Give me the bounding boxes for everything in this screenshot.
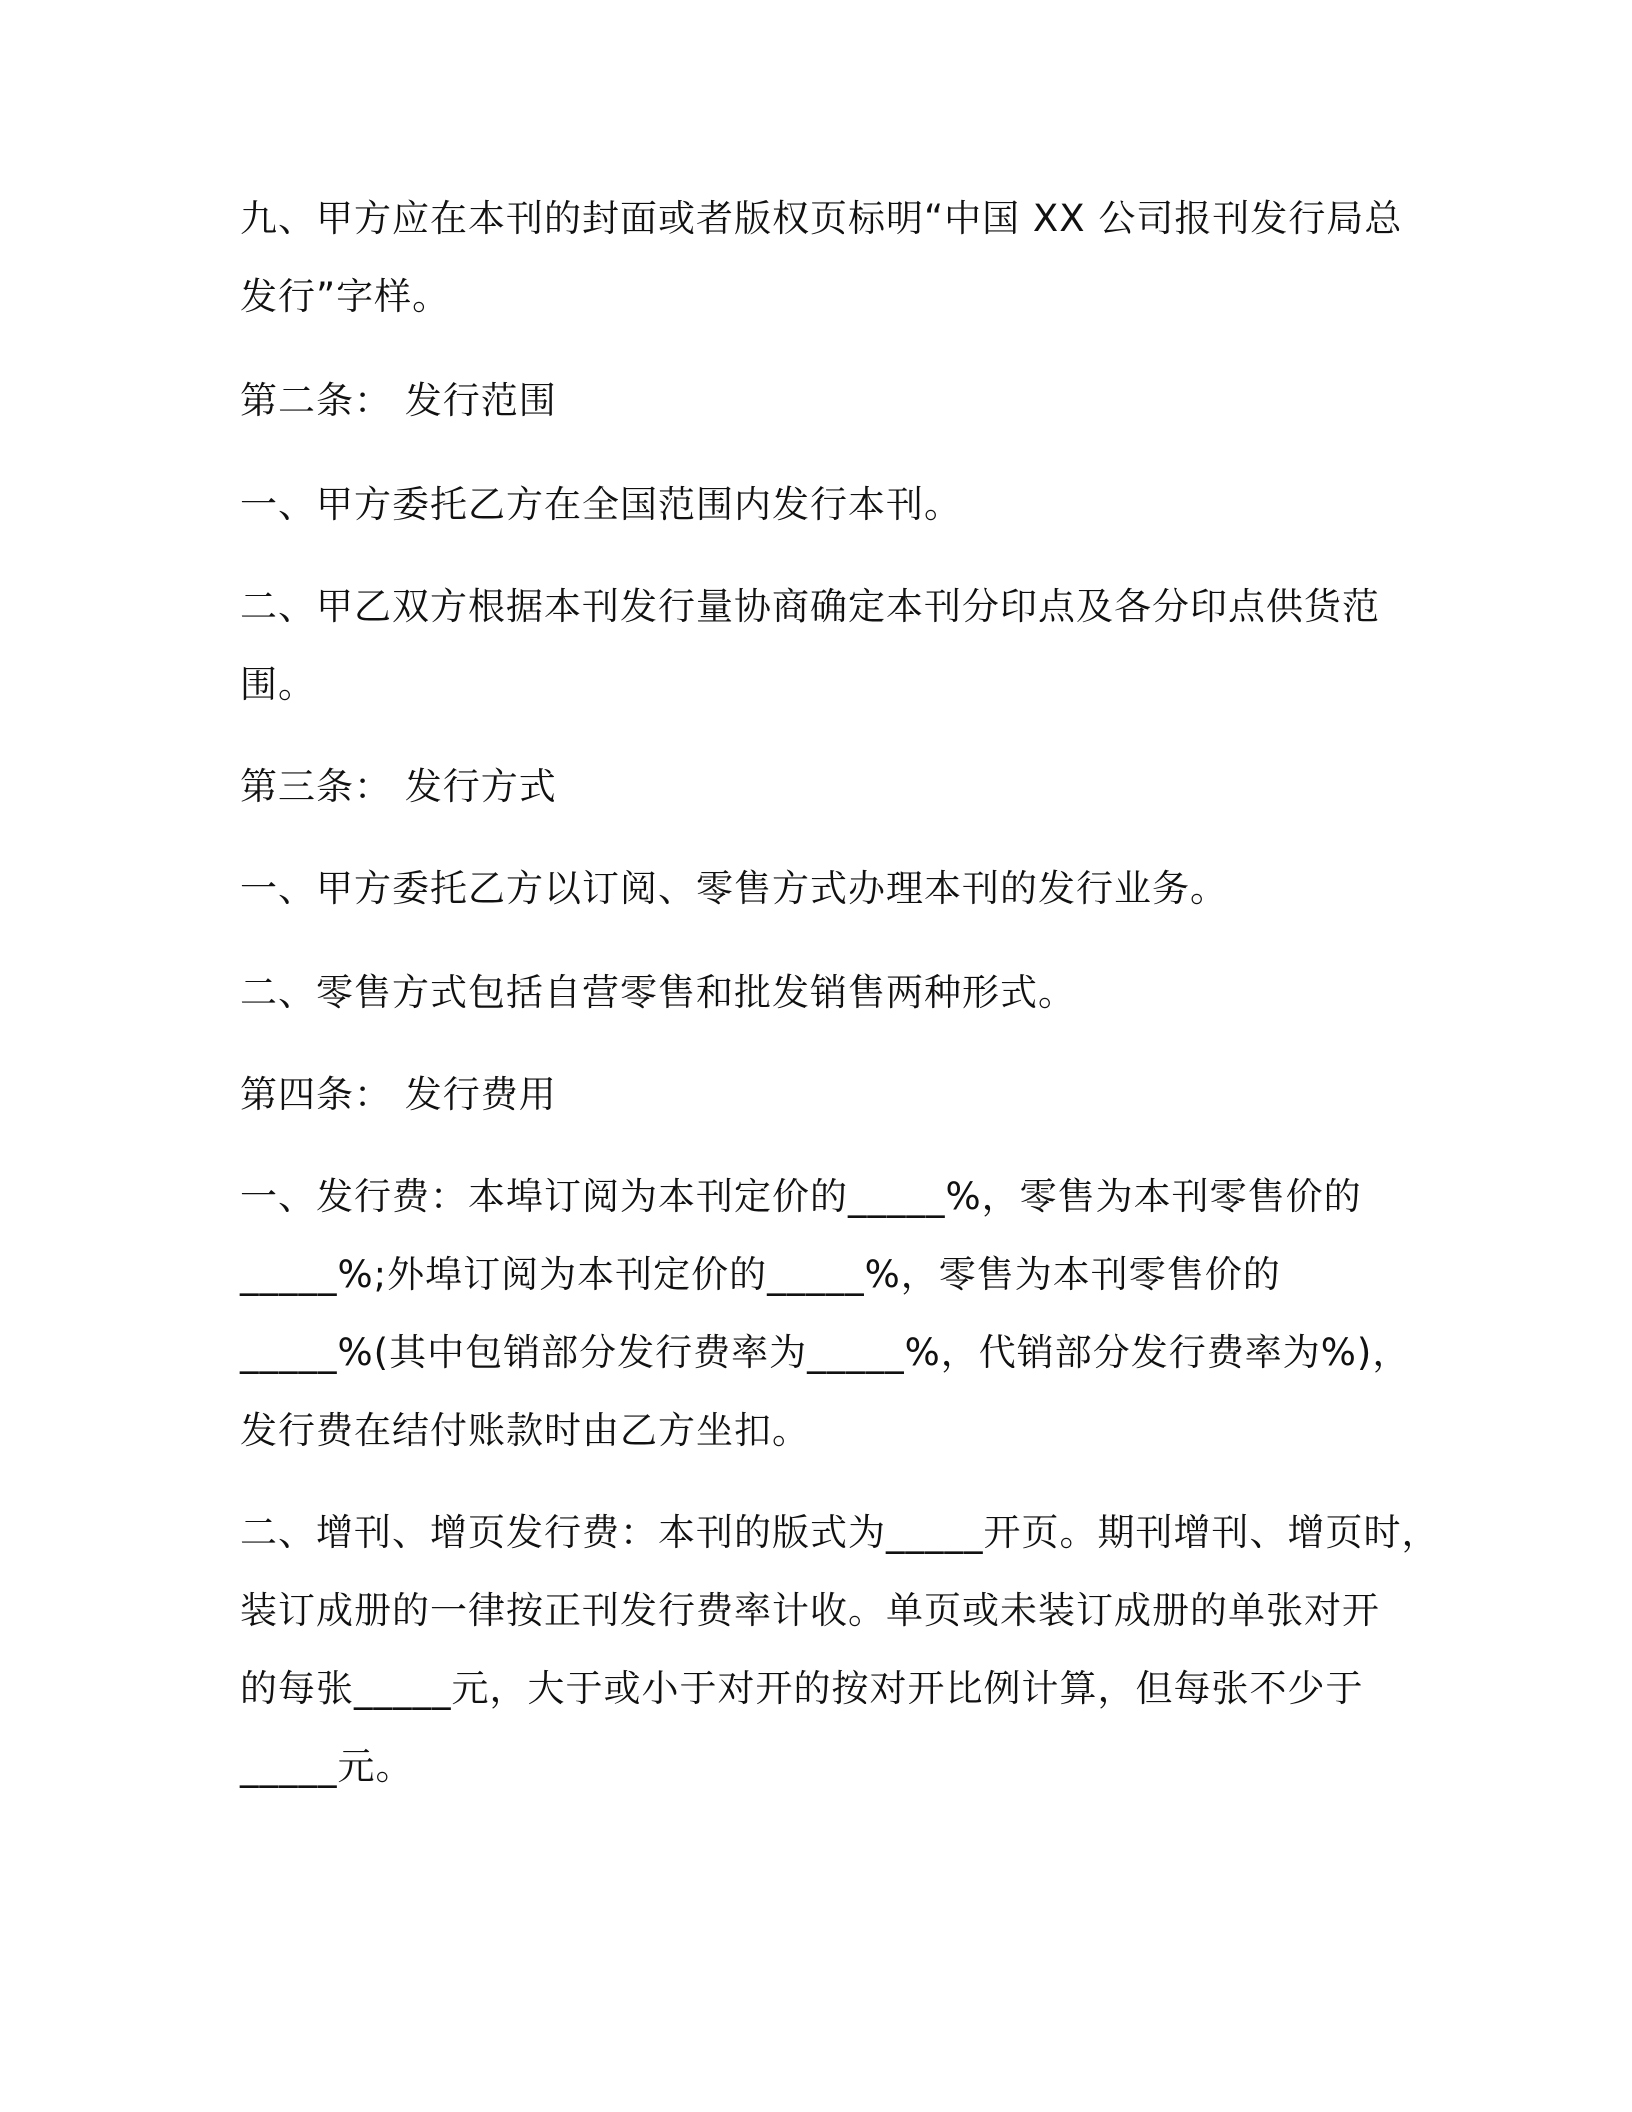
text-line: _____%;外埠订阅为本刊定价的_____%，零售为本刊零售价的	[240, 1253, 1281, 1296]
heading-text: 第二条： 发行范围	[240, 379, 557, 422]
text-line: 一、甲方委托乙方在全国范围内发行本刊。	[240, 483, 962, 526]
article-4-item-2	[240, 1494, 1440, 1806]
text-line: 二、甲乙双方根据本刊发行量协商确定本刊分印点及各分印点供货范	[240, 585, 1380, 628]
text-line: 一、发行费：本埠订阅为本刊定价的_____%，零售为本刊零售价的	[240, 1175, 1362, 1218]
text-line: 装订成册的一律按正刊发行费率计收。单页或未装订成册的单张对开	[240, 1589, 1380, 1632]
text-line: 发行”字样。	[240, 275, 451, 318]
article-2-item-1	[240, 466, 1420, 544]
text-line: 发行费在结付账款时由乙方坐扣。	[240, 1409, 810, 1452]
text-line: _____%(其中包销部分发行费率为_____%，代销部分发行费率为%)，	[240, 1331, 1411, 1374]
text-line: _____元。	[240, 1745, 414, 1788]
article-2-heading	[240, 362, 1420, 440]
article-4-item-1	[240, 1158, 1420, 1470]
article-4-heading	[240, 1056, 1420, 1134]
text-line: 九、甲方应在本刊的封面或者版权页标明“中国 XX 公司报刊发行局总	[240, 197, 1403, 240]
article-3-item-2	[240, 954, 1420, 1032]
clause-9-paragraph	[240, 180, 1420, 336]
text-line: 二、零售方式包括自营零售和批发销售两种形式。	[240, 971, 1076, 1014]
text-line: 二、增刊、增页发行费：本刊的版式为_____开页。期刊增刊、增页时，	[240, 1511, 1440, 1554]
article-2-item-2	[240, 568, 1420, 724]
heading-text: 第四条： 发行费用	[240, 1073, 557, 1116]
article-3-heading	[240, 748, 1420, 826]
heading-text: 第三条： 发行方式	[240, 765, 557, 808]
text-line: 围。	[240, 663, 316, 706]
text-line: 一、甲方委托乙方以订阅、零售方式办理本刊的发行业务。	[240, 867, 1228, 910]
text-line: 的每张_____元，大于或小于对开的按对开比例计算，但每张不少于	[240, 1667, 1364, 1710]
article-3-item-1	[240, 850, 1420, 928]
